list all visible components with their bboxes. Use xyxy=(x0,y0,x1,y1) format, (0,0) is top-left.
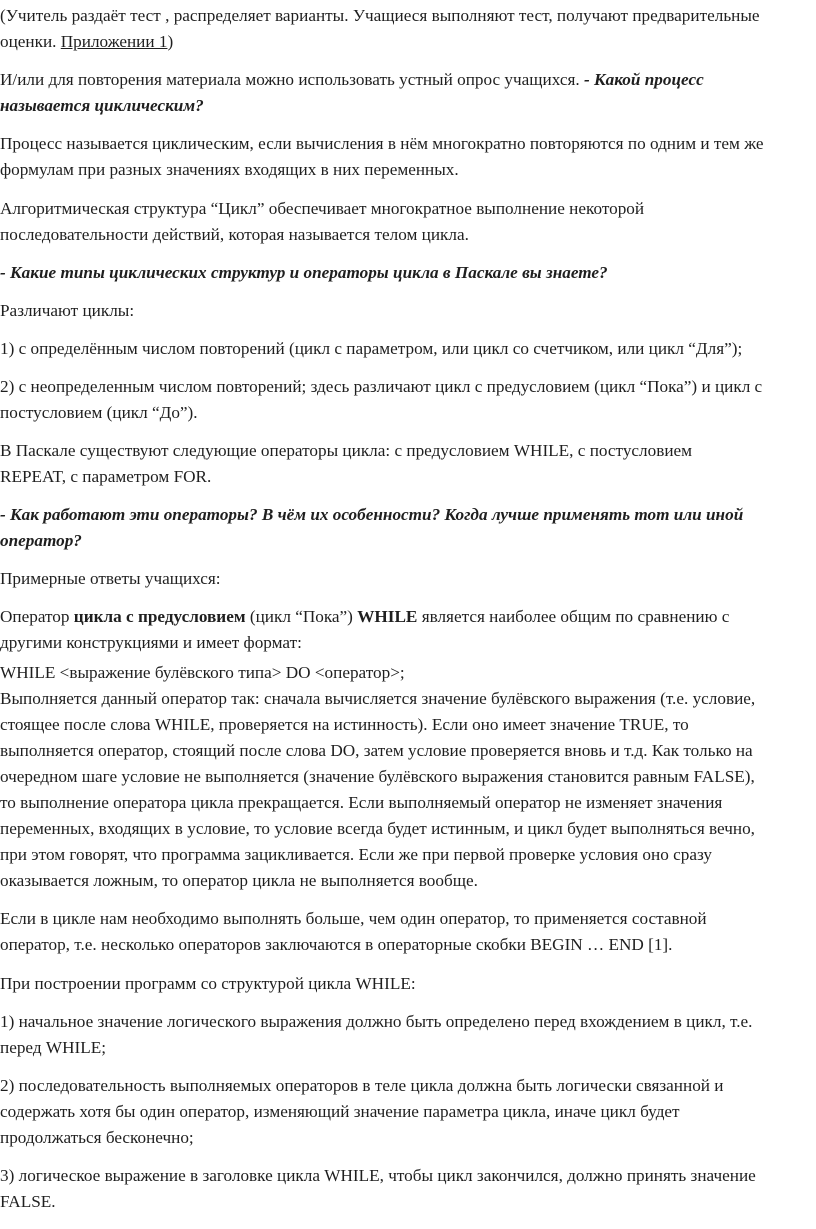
question-text: оператор? xyxy=(0,531,82,550)
text-line: FALSE. xyxy=(0,1192,56,1211)
text-line: Выполняется данный оператор так: сначала вычисляется значение булёвского выражения (т.е. условие, xyxy=(0,689,756,708)
text-span: Оператор xyxy=(0,607,74,626)
text-line: Различают циклы: xyxy=(0,301,135,320)
question-loop-types xyxy=(0,260,816,286)
question-text: - Какие типы циклических структур и операторы цикла в Паскале вы знаете? xyxy=(0,263,608,282)
pascal-operators-paragraph xyxy=(0,438,816,490)
text-span: ) xyxy=(167,32,174,51)
text-line: Процесс называется циклическим, если вычисления в нём многократно повторяются по одним и тем же xyxy=(0,134,764,153)
text-span: оценки. xyxy=(0,32,61,51)
text-line: Если в цикле нам необходимо выполнять больше, чем один оператор, то применяется составной xyxy=(0,909,707,928)
while-intro-paragraph xyxy=(0,604,816,656)
text-line xyxy=(0,29,816,55)
text-line: 2) с неопределенным числом повторений; здесь различают цикл с предусловием (цикл “Пока”) и цикл с xyxy=(0,377,763,396)
text-line: 3) логическое выражение в заголовке цикла WHILE, чтобы цикл закончился, должно принять значение xyxy=(0,1166,756,1185)
while-format: WHILE <выражение булёвского типа> DO <оператор>; xyxy=(0,663,405,682)
rule-2 xyxy=(0,1073,816,1151)
text-span: (цикл “Пока”) xyxy=(245,607,358,626)
loop-type-1 xyxy=(0,336,816,362)
structure-paragraph xyxy=(0,196,816,248)
bold-term: WHILE xyxy=(357,607,418,626)
text-line: другими конструкциями и имеет формат: xyxy=(0,633,302,652)
text-line: В Паскале существуют следующие операторы цикла: с предусловием WHILE, с постусловием xyxy=(0,441,693,460)
text-line xyxy=(0,67,816,93)
text-line: оказывается ложным, то оператор цикла не выполняется вообще. xyxy=(0,871,478,890)
text-line: 1) с определённым числом повторений (цикл с параметром, или цикл со счетчиком, или цикл “Для”); xyxy=(0,339,743,358)
text-span: И/или для повторения материала можно использовать устный опрос учащихся. xyxy=(0,70,584,89)
text-line: 1) начальное значение логического выражения должно быть определено перед вхождением в цикл, т.е. xyxy=(0,1012,753,1031)
text-line: REPEAT, с параметром FOR. xyxy=(0,467,212,486)
while-format-and-description xyxy=(0,660,816,894)
text-line: последовательности действий, которая называется телом цикла. xyxy=(0,225,469,244)
text-line: выполняется оператор, стоящий после слова DO, затем условие проверяется вновь и т.д. Как только на xyxy=(0,741,753,760)
text-line: перед WHILE; xyxy=(0,1038,106,1057)
text-line xyxy=(0,604,816,630)
distinguish-paragraph xyxy=(0,298,816,324)
text-line: продолжаться бесконечно; xyxy=(0,1128,194,1147)
text-line: очередном шаге условие не выполняется (значение булёвского выражения становится равным FALSE), xyxy=(0,767,755,786)
text-line: постусловием (цикл “До”). xyxy=(0,403,198,422)
text-line: стоящее после слова WHILE, проверяется на истинность). Если оно имеет значение TRUE, то xyxy=(0,715,689,734)
question-how-work xyxy=(0,502,816,554)
text-line: переменных, входящих в условие, то условие всегда будет истинным, и цикл будет выполняться вечно, xyxy=(0,819,755,838)
rule-3 xyxy=(0,1163,816,1215)
appendix-link[interactable]: Приложении 1 xyxy=(60,32,168,51)
text-line: При построении программ со структурой цикла WHILE: xyxy=(0,974,416,993)
text-line: 2) последовательность выполняемых операторов в теле цикла должна быть логически связанной и xyxy=(0,1076,724,1095)
text-line: (Учитель раздаёт тест , распределяет варианты. Учащиеся выполняют тест, получают предварительные xyxy=(0,6,760,25)
text-line: Алгоритмическая структура “Цикл” обеспечивает многократное выполнение некоторой xyxy=(0,199,645,218)
text-span: является наиболее общим по сравнению с xyxy=(417,607,730,626)
text-line: Примерные ответы учащихся: xyxy=(0,569,221,588)
question-text: - Как работают эти операторы? В чём их особенности? Когда лучше применять тот или иной xyxy=(0,505,744,524)
compound-operator-paragraph xyxy=(0,906,816,958)
answers-label xyxy=(0,566,816,592)
text-line: при этом говорят, что программа зацикливается. Если же при первой проверке условия оно сразу xyxy=(0,845,712,864)
rule-1 xyxy=(0,1009,816,1061)
oral-quiz-paragraph xyxy=(0,67,816,119)
definition-paragraph xyxy=(0,131,816,183)
bold-term: цикла с предусловием xyxy=(73,607,246,626)
text-line: оператор, т.е. несколько операторов заключаются в операторные скобки BEGIN … END [1]. xyxy=(0,935,673,954)
building-programs-paragraph xyxy=(0,971,816,997)
intro-paragraph xyxy=(0,3,816,55)
text-line: то выполнение оператора цикла прекращается. Если выполняемый оператор не изменяет значения xyxy=(0,793,723,812)
text-line: содержать хотя бы один оператор, изменяющий значение параметра цикла, иначе цикл будет xyxy=(0,1102,680,1121)
text-line: формулам при разных значениях входящих в них переменных. xyxy=(0,160,459,179)
question-text: - Какой процесс xyxy=(583,70,704,89)
question-text: называется циклическим? xyxy=(0,96,204,115)
loop-type-2 xyxy=(0,374,816,426)
